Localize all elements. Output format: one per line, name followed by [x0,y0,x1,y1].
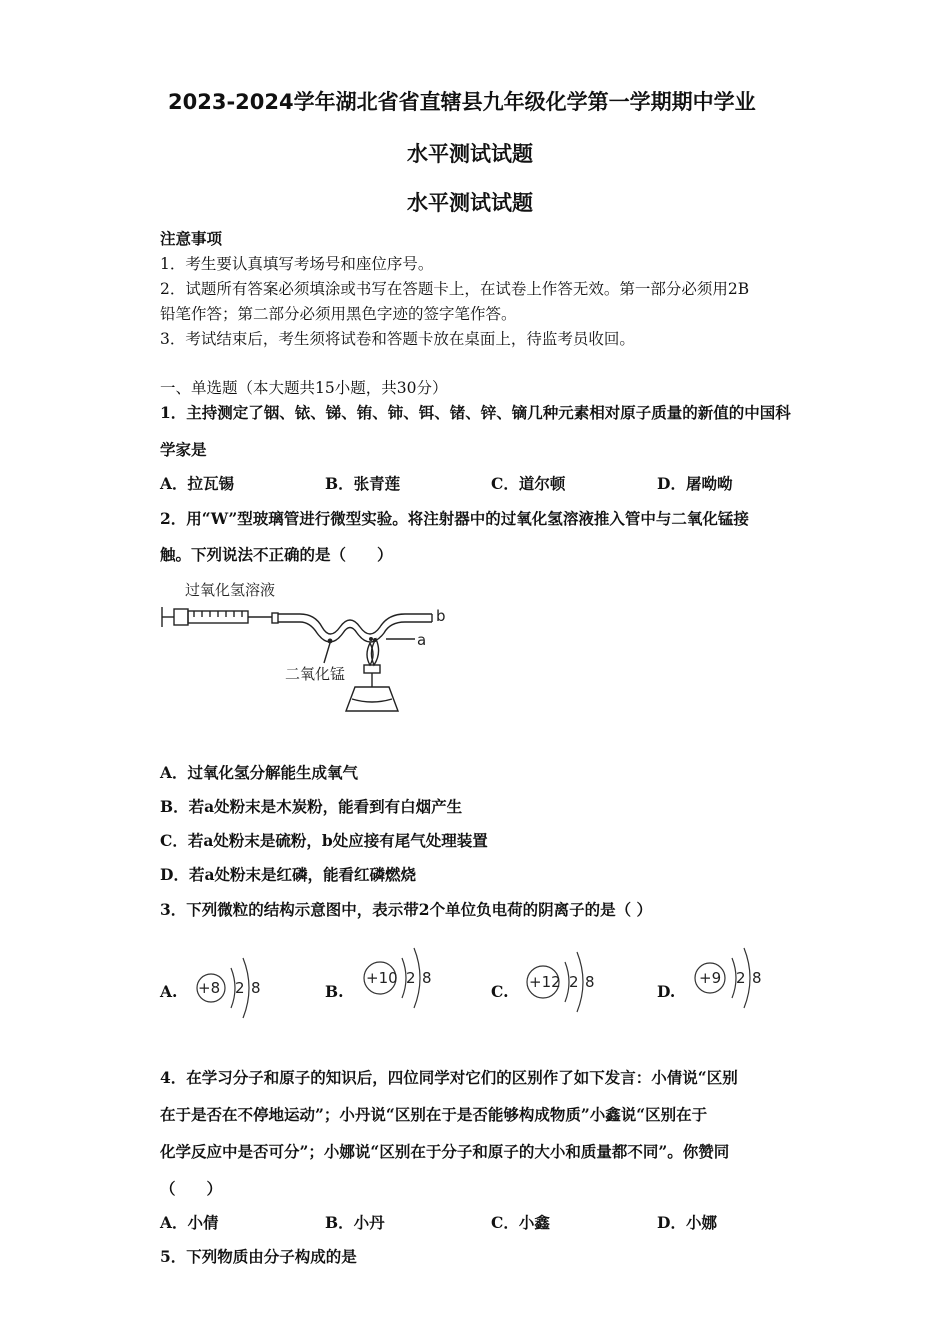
atom-a-nucleus: +8 [198,979,221,997]
label-b: b [436,607,446,625]
question-4-stem-d: （ ） [160,1179,223,1198]
question-2-option-a: A．过氧化氢分解能生成氧气 [160,763,359,782]
question-1-stem-b: 学家是 [160,440,207,459]
atom-diagram-d [692,938,776,1018]
question-2-option-b: B．若a处粉末是木炭粉，能看到有白烟产生 [160,797,463,816]
notes-item-2b: 铅笔作答；第二部分必须用黑色字迹的签字笔作答。 [160,305,517,323]
question-4-option-c: C．小鑫 [491,1213,550,1232]
notes-item-2a: 2．试题所有答案必须填涂或书写在答题卡上，在试卷上作答无效。第一部分必须用2B [160,280,750,298]
question-3-option-b-letter: B. [325,982,344,1001]
question-4-option-b: B．小丹 [325,1213,385,1232]
question-4-stem-a: 4．在学习分子和原子的知识后，四位同学对它们的区别作了如下发言：小倩说“区别 [160,1068,738,1087]
question-2-option-c: C．若a处粉末是硫粉，b处应接有尾气处理装置 [160,831,488,850]
w-tube-apparatus-figure [160,575,460,725]
atom-diagram-b [362,938,446,1018]
question-1-option-c: C．道尔顿 [491,474,566,493]
question-3-option-a-letter: A. [160,982,178,1001]
label-hydrogen-peroxide: 过氧化氢溶液 [185,581,276,599]
atom-b-nucleus: +10 [366,969,398,987]
page-title-line2: 水平测试试题 [407,142,533,166]
notes-item-1: 1．考生要认真填写考场号和座位序号。 [160,255,434,273]
atom-d-shell-1: 2 [736,969,746,987]
section-heading: 一、单选题（本大题共15小题，共30分） [160,379,448,397]
question-1-option-a: A．拉瓦锡 [160,474,235,493]
atom-c-nucleus: +12 [529,973,561,991]
atom-b-shell-1: 2 [406,969,416,987]
question-3-option-d-letter: D. [657,982,676,1001]
question-4-option-a: A．小倩 [160,1213,219,1232]
label-a: a [417,631,427,649]
atom-d-nucleus: +9 [699,969,722,987]
question-1-stem-a: 1．主持测定了铟、铱、锑、铕、铈、铒、锗、锌、镝几种元素相对原子质量的新值的中国科 [160,403,791,422]
atom-d-shell-2: 8 [752,969,762,987]
question-2-stem-b: 触。下列说法不正确的是（ ） [160,545,393,564]
atom-diagram-c [525,942,609,1022]
question-5-stem: 5．下列物质由分子构成的是 [160,1247,357,1266]
question-2-stem-a: 2．用“W”型玻璃管进行微型实验。将注射器中的过氧化氢溶液推入管中与二氧化锰接 [160,509,749,528]
question-1-option-b: B．张青莲 [325,474,401,493]
atom-a-shell-2: 8 [251,979,261,997]
notes-item-3: 3．考试结束后，考生须将试卷和答题卡放在桌面上，待监考员收回。 [160,330,635,348]
notes-heading: 注意事项 [160,229,223,248]
question-3-option-c-letter: C. [491,982,509,1001]
atom-diagram-a [193,948,273,1028]
question-1-option-d: D．屠呦呦 [657,474,733,493]
page-title-line3: 水平测试试题 [407,191,533,215]
question-3-stem: 3．下列微粒的结构示意图中，表示带2个单位负电荷的阴离子的是（ ） [160,900,652,919]
atom-a-shell-1: 2 [235,979,245,997]
page-title-line1: 2023-2024学年湖北省省直辖县九年级化学第一学期期中学业 [168,90,756,114]
atom-c-shell-1: 2 [569,973,579,991]
label-manganese-dioxide: 二氧化锰 [285,665,346,683]
atom-b-shell-2: 8 [422,969,432,987]
question-4-stem-c: 化学反应中是否可分”；小娜说“区别在于分子和原子的大小和质量都不同”。你赞同 [160,1142,730,1161]
atom-c-shell-2: 8 [585,973,595,991]
question-4-option-d: D．小娜 [657,1213,717,1232]
question-4-stem-b: 在于是否在不停地运动”；小丹说“区别在于是否能够构成物质”小鑫说“区别在于 [160,1105,708,1124]
question-2-option-d: D．若a处粉末是红磷，能看红磷燃烧 [160,865,416,884]
